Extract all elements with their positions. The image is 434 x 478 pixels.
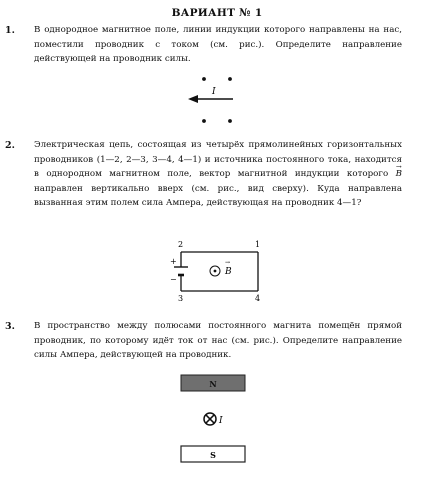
current-label: I: [219, 416, 223, 426]
variant-title: ВАРИАНТ № 1: [171, 7, 263, 19]
corner-label-3: 3: [178, 294, 184, 303]
field-b-label: B: [225, 267, 232, 277]
battery-minus-label: −: [170, 275, 177, 284]
corner-label-4: 4: [255, 294, 261, 303]
current-label: I: [212, 87, 216, 97]
field-dot-icon: [202, 119, 206, 123]
problem-2-number: 2.: [5, 140, 15, 151]
field-dot-icon: [228, 119, 232, 123]
problem-1-figure: [180, 74, 240, 126]
battery-plus-label: +: [170, 257, 177, 266]
problem-2-circuit-figure: [164, 238, 274, 304]
problem-3-number: 3.: [5, 321, 15, 332]
problem-3: [34, 319, 402, 363]
problem-3-text: В пространство между полюсами постоянного магнита помещён прямой проводник, по которому идёт ток от нас (см. рис.). Определите направление силы Ампера, действующей на проводник.: [34, 321, 402, 360]
field-out-of-page-dot: [214, 270, 217, 273]
corner-label-2: 2: [178, 240, 184, 249]
problem-2-text-post: направлен вертикально вверх (см. рис., вид сверху). Куда направлена вызванная этим полем сила Ампера, действующая на проводник 4—1?: [34, 183, 402, 208]
problem-2-text: [34, 138, 402, 211]
problem-2: [34, 138, 402, 211]
vector-b-symbol: → B: [395, 163, 402, 179]
problem-1-number: 1.: [5, 25, 15, 36]
field-dot-icon: [228, 77, 232, 81]
problem-3-magnet-figure: [180, 374, 260, 466]
north-pole-label: N: [209, 379, 217, 389]
problem-1-text: В однородное магнитное поле, линии индукции которого направлены на нас, поместили проводник с током (см. рис.). Определите направление действующей на проводник силы.: [34, 25, 402, 64]
field-dot-icon: [202, 77, 206, 81]
problem-2-text-pre: Электрическая цепь, состоящая из четырёх прямолинейных горизонтальных проводников (1—2, 2—3, 3—4, 4—1) и источника постоянного тока, находится в однородном магнитном поле, вектор магнитной индукции которого: [34, 140, 402, 179]
field-b-vector-arrow: →: [225, 259, 231, 266]
problem-1: [34, 23, 402, 67]
corner-label-1: 1: [255, 240, 261, 249]
current-arrow-icon: [188, 95, 198, 103]
south-pole-label: S: [210, 450, 216, 460]
